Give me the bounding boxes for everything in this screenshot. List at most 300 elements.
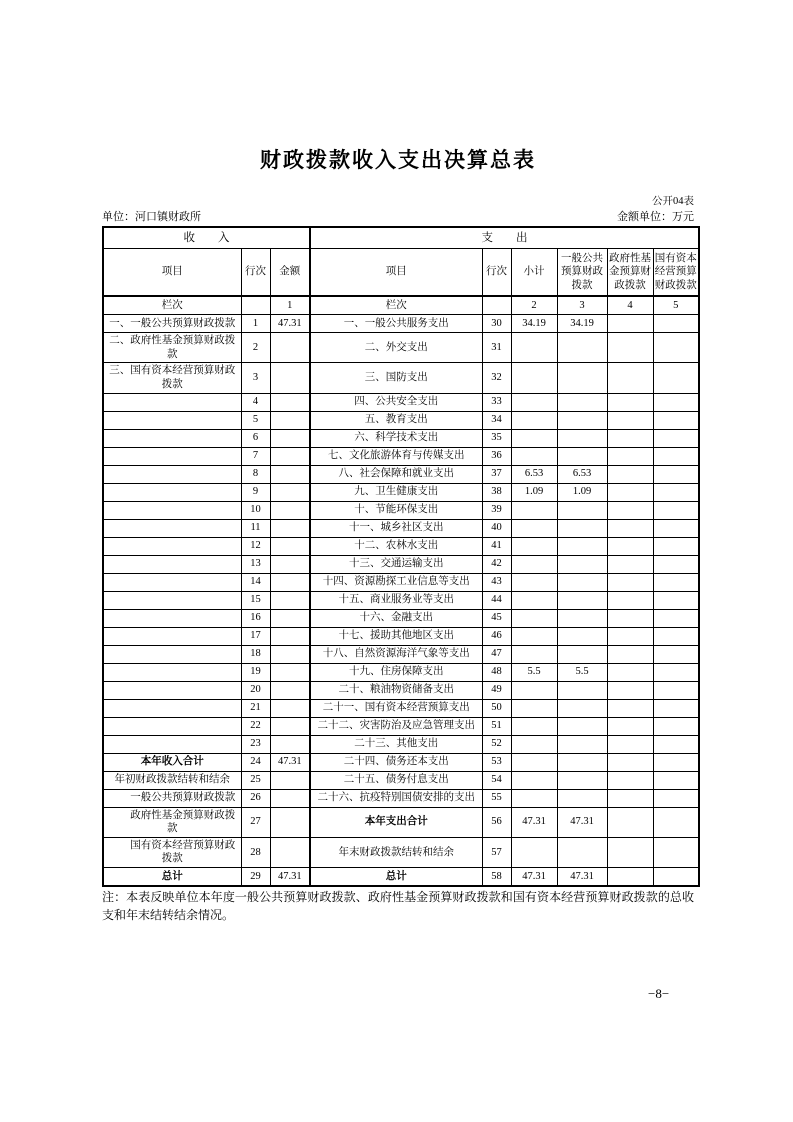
income-amount-cell	[270, 501, 310, 519]
expense-general-budget-cell	[557, 501, 607, 519]
income-amount-cell	[270, 717, 310, 735]
expense-subtotal-cell	[511, 627, 557, 645]
expense-gov-fund-cell	[607, 837, 653, 867]
expense-rowno-cell: 54	[482, 771, 511, 789]
income-item-cell: 国有资本经营预算财政拨款	[103, 837, 241, 867]
amount-unit: 金额单位：万元	[617, 211, 694, 223]
expense-general-budget-cell	[557, 753, 607, 771]
expense-general-budget-cell	[557, 363, 607, 393]
table-row	[103, 753, 699, 771]
table-row	[103, 447, 699, 465]
income-item-cell: 总计	[103, 868, 241, 887]
income-item-cell: 政府性基金预算财政拨款	[103, 807, 241, 837]
expense-rowno-cell: 34	[482, 411, 511, 429]
column-number-4: 4	[607, 296, 653, 315]
income-amount-cell	[270, 591, 310, 609]
expense-state-capital-cell	[653, 789, 699, 807]
income-item-cell	[103, 735, 241, 753]
expense-state-capital-cell	[653, 645, 699, 663]
expense-subtotal-cell: 34.19	[511, 315, 557, 333]
expense-rowno-cell: 55	[482, 789, 511, 807]
income-amount-cell	[270, 771, 310, 789]
income-rowno-cell: 17	[241, 627, 270, 645]
expense-item-cell: 二十、粮油物资储备支出	[310, 681, 482, 699]
table-row	[103, 315, 699, 333]
expense-general-budget-cell	[557, 429, 607, 447]
income-item-cell	[103, 591, 241, 609]
expense-state-capital-cell	[653, 717, 699, 735]
expense-state-capital-cell	[653, 363, 699, 393]
table-row	[103, 807, 699, 837]
expense-general-budget-cell	[557, 573, 607, 591]
income-rowno-cell: 1	[241, 315, 270, 333]
document-content	[102, 144, 697, 924]
expense-subtotal-cell	[511, 789, 557, 807]
income-item-cell	[103, 663, 241, 681]
table-header	[103, 227, 699, 315]
income-amount-cell	[270, 807, 310, 837]
expense-subtotal-cell	[511, 411, 557, 429]
expense-gov-fund-cell	[607, 771, 653, 789]
expense-rowno-cell: 39	[482, 501, 511, 519]
expense-item-cell: 二、外交支出	[310, 333, 482, 363]
income-amount-cell	[270, 429, 310, 447]
expense-general-budget-cell	[557, 591, 607, 609]
col-header-gov-fund: 政府性基金预算财政拨款	[607, 249, 653, 297]
expense-rowno-cell: 46	[482, 627, 511, 645]
expense-item-cell: 三、国防支出	[310, 363, 482, 393]
income-amount-cell	[270, 333, 310, 363]
expense-state-capital-cell	[653, 537, 699, 555]
expense-subtotal-cell	[511, 735, 557, 753]
expense-gov-fund-cell	[607, 333, 653, 363]
expense-subtotal-cell	[511, 771, 557, 789]
expense-rowno-cell: 52	[482, 735, 511, 753]
expense-general-budget-cell: 47.31	[557, 868, 607, 887]
expense-rowno-cell: 47	[482, 645, 511, 663]
expense-rowno-cell: 35	[482, 429, 511, 447]
expense-rowno-cell: 56	[482, 807, 511, 837]
expense-item-cell: 十四、资源勘探工业信息等支出	[310, 573, 482, 591]
income-rowno-cell: 7	[241, 447, 270, 465]
income-amount-cell	[270, 573, 310, 591]
expense-general-budget-cell	[557, 681, 607, 699]
income-amount-cell	[270, 663, 310, 681]
expense-rowno-cell: 32	[482, 363, 511, 393]
income-rowno-cell: 27	[241, 807, 270, 837]
table-row	[103, 555, 699, 573]
table-row	[103, 609, 699, 627]
income-rowno-cell: 11	[241, 519, 270, 537]
table-row	[103, 868, 699, 887]
income-rowno-cell: 3	[241, 363, 270, 393]
income-rowno-cell: 16	[241, 609, 270, 627]
expense-subtotal-cell	[511, 447, 557, 465]
expense-subtotal-cell	[511, 519, 557, 537]
expense-gov-fund-cell	[607, 609, 653, 627]
expense-rowno-cell: 48	[482, 663, 511, 681]
page-number: −8−	[648, 986, 670, 1001]
income-section-header: 收 入	[103, 227, 310, 249]
expense-subtotal-cell	[511, 699, 557, 717]
expense-gov-fund-cell	[607, 807, 653, 837]
expense-rowno-cell: 49	[482, 681, 511, 699]
expense-subtotal-cell: 47.31	[511, 807, 557, 837]
expense-general-budget-cell	[557, 771, 607, 789]
table-row	[103, 735, 699, 753]
expense-item-cell: 五、教育支出	[310, 411, 482, 429]
income-item-cell	[103, 717, 241, 735]
expense-general-budget-cell: 6.53	[557, 465, 607, 483]
expense-state-capital-cell	[653, 333, 699, 363]
income-item-cell	[103, 699, 241, 717]
expense-state-capital-cell	[653, 868, 699, 887]
income-item-cell	[103, 681, 241, 699]
expense-state-capital-cell	[653, 483, 699, 501]
expense-gov-fund-cell	[607, 447, 653, 465]
expense-rowno-cell: 40	[482, 519, 511, 537]
income-rowno-cell: 10	[241, 501, 270, 519]
expense-rowno-cell: 44	[482, 591, 511, 609]
expense-item-cell: 二十四、债务还本支出	[310, 753, 482, 771]
income-amount-cell	[270, 411, 310, 429]
column-number-5: 5	[653, 296, 699, 315]
income-amount-cell	[270, 393, 310, 411]
expense-subtotal-cell: 6.53	[511, 465, 557, 483]
expense-state-capital-cell	[653, 465, 699, 483]
table-row	[103, 411, 699, 429]
table-row	[103, 483, 699, 501]
expense-general-budget-cell	[557, 411, 607, 429]
income-item-cell	[103, 573, 241, 591]
expense-item-cell: 二十三、其他支出	[310, 735, 482, 753]
expense-subtotal-cell	[511, 837, 557, 867]
expense-rowno-cell: 43	[482, 573, 511, 591]
expense-gov-fund-cell	[607, 393, 653, 411]
expense-item-cell: 一、一般公共服务支出	[310, 315, 482, 333]
expense-state-capital-cell	[653, 663, 699, 681]
expense-rowno-cell: 36	[482, 447, 511, 465]
expense-general-budget-cell: 47.31	[557, 807, 607, 837]
expense-rowno-cell: 38	[482, 483, 511, 501]
income-rowno-cell: 5	[241, 411, 270, 429]
expense-state-capital-cell	[653, 555, 699, 573]
income-amount-cell	[270, 645, 310, 663]
expense-general-budget-cell	[557, 609, 607, 627]
expense-state-capital-cell	[653, 429, 699, 447]
expense-item-cell: 二十五、债务付息支出	[310, 771, 482, 789]
expense-state-capital-cell	[653, 393, 699, 411]
empty-cell	[241, 296, 270, 315]
column-number-row	[103, 296, 699, 315]
table-row	[103, 393, 699, 411]
income-rowno-cell: 19	[241, 663, 270, 681]
income-rowno-cell: 21	[241, 699, 270, 717]
column-index-label: 栏次	[103, 296, 241, 315]
income-amount-cell	[270, 699, 310, 717]
expense-item-cell: 年末财政拨款结转和结余	[310, 837, 482, 867]
income-amount-cell: 47.31	[270, 868, 310, 887]
expense-gov-fund-cell	[607, 735, 653, 753]
expense-subtotal-cell	[511, 393, 557, 411]
income-amount-cell: 47.31	[270, 315, 310, 333]
table-row	[103, 573, 699, 591]
expense-item-cell: 六、科学技术支出	[310, 429, 482, 447]
table-row	[103, 429, 699, 447]
meta-row	[102, 209, 694, 225]
table-row	[103, 681, 699, 699]
expense-subtotal-cell: 5.5	[511, 663, 557, 681]
empty-cell	[482, 296, 511, 315]
unit-name: 单位：河口镇财政所	[102, 211, 201, 223]
expense-general-budget-cell	[557, 717, 607, 735]
expense-subtotal-cell	[511, 537, 557, 555]
expense-gov-fund-cell	[607, 555, 653, 573]
income-rowno-cell: 13	[241, 555, 270, 573]
expense-state-capital-cell	[653, 771, 699, 789]
expense-state-capital-cell	[653, 735, 699, 753]
expense-state-capital-cell	[653, 681, 699, 699]
expense-subtotal-cell	[511, 645, 557, 663]
income-item-cell	[103, 645, 241, 663]
column-number-3: 3	[557, 296, 607, 315]
col-header-subtotal: 小计	[511, 249, 557, 297]
expense-rowno-cell: 51	[482, 717, 511, 735]
expense-gov-fund-cell	[607, 717, 653, 735]
table-row	[103, 591, 699, 609]
expense-gov-fund-cell	[607, 537, 653, 555]
expense-general-budget-cell	[557, 735, 607, 753]
expense-gov-fund-cell	[607, 483, 653, 501]
income-item-cell	[103, 555, 241, 573]
col-header-income-rowno: 行次	[241, 249, 270, 297]
income-amount-cell	[270, 555, 310, 573]
expense-subtotal-cell	[511, 717, 557, 735]
expense-state-capital-cell	[653, 753, 699, 771]
income-rowno-cell: 2	[241, 333, 270, 363]
expense-gov-fund-cell	[607, 411, 653, 429]
income-item-cell: 本年收入合计	[103, 753, 241, 771]
expense-rowno-cell: 45	[482, 609, 511, 627]
expense-item-cell: 十二、农林水支出	[310, 537, 482, 555]
table-row	[103, 363, 699, 393]
expense-gov-fund-cell	[607, 663, 653, 681]
expense-general-budget-cell: 1.09	[557, 483, 607, 501]
expense-item-cell: 十一、城乡社区支出	[310, 519, 482, 537]
column-number-1: 1	[270, 296, 310, 315]
expense-gov-fund-cell	[607, 627, 653, 645]
table-row	[103, 627, 699, 645]
col-header-income-item: 项目	[103, 249, 241, 297]
table-row	[103, 717, 699, 735]
expense-general-budget-cell	[557, 519, 607, 537]
expense-gov-fund-cell	[607, 753, 653, 771]
expense-item-cell: 十六、金融支出	[310, 609, 482, 627]
expense-gov-fund-cell	[607, 789, 653, 807]
col-header-expense-item: 项目	[310, 249, 482, 297]
col-header-expense-rowno: 行次	[482, 249, 511, 297]
expense-gov-fund-cell	[607, 501, 653, 519]
table-row	[103, 645, 699, 663]
expense-state-capital-cell	[653, 447, 699, 465]
expense-rowno-cell: 42	[482, 555, 511, 573]
expense-section-header: 支 出	[310, 227, 699, 249]
expense-subtotal-cell	[511, 501, 557, 519]
expense-gov-fund-cell	[607, 519, 653, 537]
expense-general-budget-cell	[557, 789, 607, 807]
expense-subtotal-cell: 1.09	[511, 483, 557, 501]
table-row	[103, 837, 699, 867]
income-amount-cell	[270, 609, 310, 627]
column-number-2: 2	[511, 296, 557, 315]
expense-subtotal-cell	[511, 429, 557, 447]
expense-subtotal-cell	[511, 753, 557, 771]
income-amount-cell	[270, 519, 310, 537]
income-item-cell	[103, 483, 241, 501]
income-rowno-cell: 25	[241, 771, 270, 789]
expense-subtotal-cell	[511, 363, 557, 393]
fiscal-summary-table	[102, 226, 700, 887]
expense-state-capital-cell	[653, 837, 699, 867]
income-amount-cell	[270, 789, 310, 807]
expense-rowno-cell: 31	[482, 333, 511, 363]
income-rowno-cell: 4	[241, 393, 270, 411]
section-header-row	[103, 227, 699, 249]
expense-item-cell: 四、公共安全支出	[310, 393, 482, 411]
expense-subtotal-cell	[511, 573, 557, 591]
income-rowno-cell: 6	[241, 429, 270, 447]
expense-gov-fund-cell	[607, 681, 653, 699]
income-item-cell	[103, 519, 241, 537]
table-code: 公开04表	[652, 196, 694, 207]
expense-item-cell: 十七、援助其他地区支出	[310, 627, 482, 645]
expense-subtotal-cell	[511, 591, 557, 609]
income-item-cell	[103, 501, 241, 519]
expense-rowno-cell: 37	[482, 465, 511, 483]
expense-item-cell: 七、文化旅游体育与传媒支出	[310, 447, 482, 465]
expense-subtotal-cell	[511, 681, 557, 699]
expense-subtotal-cell	[511, 609, 557, 627]
page-title: 财政拨款收入支出决算总表	[260, 149, 536, 172]
expense-general-budget-cell	[557, 699, 607, 717]
income-rowno-cell: 12	[241, 537, 270, 555]
income-item-cell	[103, 447, 241, 465]
expense-state-capital-cell	[653, 609, 699, 627]
expense-general-budget-cell	[557, 627, 607, 645]
income-rowno-cell: 24	[241, 753, 270, 771]
income-rowno-cell: 18	[241, 645, 270, 663]
income-amount-cell	[270, 681, 310, 699]
table-row	[103, 519, 699, 537]
income-item-cell: 年初财政拨款结转和结余	[103, 771, 241, 789]
income-rowno-cell: 9	[241, 483, 270, 501]
expense-gov-fund-cell	[607, 591, 653, 609]
table-row	[103, 771, 699, 789]
expense-item-cell: 总计	[310, 868, 482, 887]
col-header-income-amount: 金额	[270, 249, 310, 297]
expense-general-budget-cell	[557, 537, 607, 555]
income-item-cell	[103, 411, 241, 429]
col-header-state-capital: 国有资本经营预算财政拨款	[653, 249, 699, 297]
income-amount-cell	[270, 537, 310, 555]
expense-rowno-cell: 57	[482, 837, 511, 867]
expense-item-cell: 十八、自然资源海洋气象等支出	[310, 645, 482, 663]
expense-state-capital-cell	[653, 501, 699, 519]
footnote: 注：本表反映单位本年度一般公共预算财政拨款、政府性基金预算财政拨款和国有资本经营预算财政拨款的总收支和年末结转结余情况。	[102, 890, 694, 923]
income-rowno-cell: 29	[241, 868, 270, 887]
expense-subtotal-cell	[511, 333, 557, 363]
income-amount-cell	[270, 447, 310, 465]
income-amount-cell: 47.31	[270, 753, 310, 771]
expense-item-cell: 十三、交通运输支出	[310, 555, 482, 573]
expense-state-capital-cell	[653, 699, 699, 717]
expense-state-capital-cell	[653, 807, 699, 837]
expense-general-budget-cell	[557, 837, 607, 867]
expense-item-cell: 二十六、抗疫特别国债安排的支出	[310, 789, 482, 807]
expense-general-budget-cell: 34.19	[557, 315, 607, 333]
income-item-cell: 一般公共预算财政拨款	[103, 789, 241, 807]
expense-state-capital-cell	[653, 315, 699, 333]
income-rowno-cell: 28	[241, 837, 270, 867]
expense-gov-fund-cell	[607, 699, 653, 717]
expense-state-capital-cell	[653, 519, 699, 537]
income-rowno-cell: 15	[241, 591, 270, 609]
income-rowno-cell: 23	[241, 735, 270, 753]
expense-item-cell: 本年支出合计	[310, 807, 482, 837]
col-header-general-budget: 一般公共预算财政拨款	[557, 249, 607, 297]
income-amount-cell	[270, 837, 310, 867]
income-rowno-cell: 26	[241, 789, 270, 807]
expense-state-capital-cell	[653, 591, 699, 609]
expense-general-budget-cell: 5.5	[557, 663, 607, 681]
income-item-cell	[103, 429, 241, 447]
column-header-row	[103, 249, 699, 297]
income-item-cell	[103, 393, 241, 411]
expense-gov-fund-cell	[607, 868, 653, 887]
table-row	[103, 465, 699, 483]
expense-general-budget-cell	[557, 333, 607, 363]
table-body	[103, 315, 699, 887]
expense-rowno-cell: 50	[482, 699, 511, 717]
table-row	[103, 333, 699, 363]
income-amount-cell	[270, 363, 310, 393]
expense-rowno-cell: 58	[482, 868, 511, 887]
expense-gov-fund-cell	[607, 465, 653, 483]
expense-item-cell: 十九、住房保障支出	[310, 663, 482, 681]
income-amount-cell	[270, 735, 310, 753]
expense-general-budget-cell	[557, 645, 607, 663]
expense-item-cell: 八、社会保障和就业支出	[310, 465, 482, 483]
expense-subtotal-cell	[511, 555, 557, 573]
expense-rowno-cell: 33	[482, 393, 511, 411]
expense-subtotal-cell: 47.31	[511, 868, 557, 887]
income-item-cell	[103, 627, 241, 645]
table-row	[103, 501, 699, 519]
expense-gov-fund-cell	[607, 363, 653, 393]
expense-gov-fund-cell	[607, 573, 653, 591]
income-rowno-cell: 14	[241, 573, 270, 591]
income-rowno-cell: 20	[241, 681, 270, 699]
expense-item-cell: 十、节能环保支出	[310, 501, 482, 519]
income-item-cell	[103, 537, 241, 555]
income-item-cell: 三、国有资本经营预算财政拨款	[103, 363, 241, 393]
table-row	[103, 663, 699, 681]
expense-rowno-cell: 30	[482, 315, 511, 333]
income-item-cell	[103, 609, 241, 627]
expense-item-cell: 十五、商业服务业等支出	[310, 591, 482, 609]
expense-state-capital-cell	[653, 627, 699, 645]
income-amount-cell	[270, 627, 310, 645]
